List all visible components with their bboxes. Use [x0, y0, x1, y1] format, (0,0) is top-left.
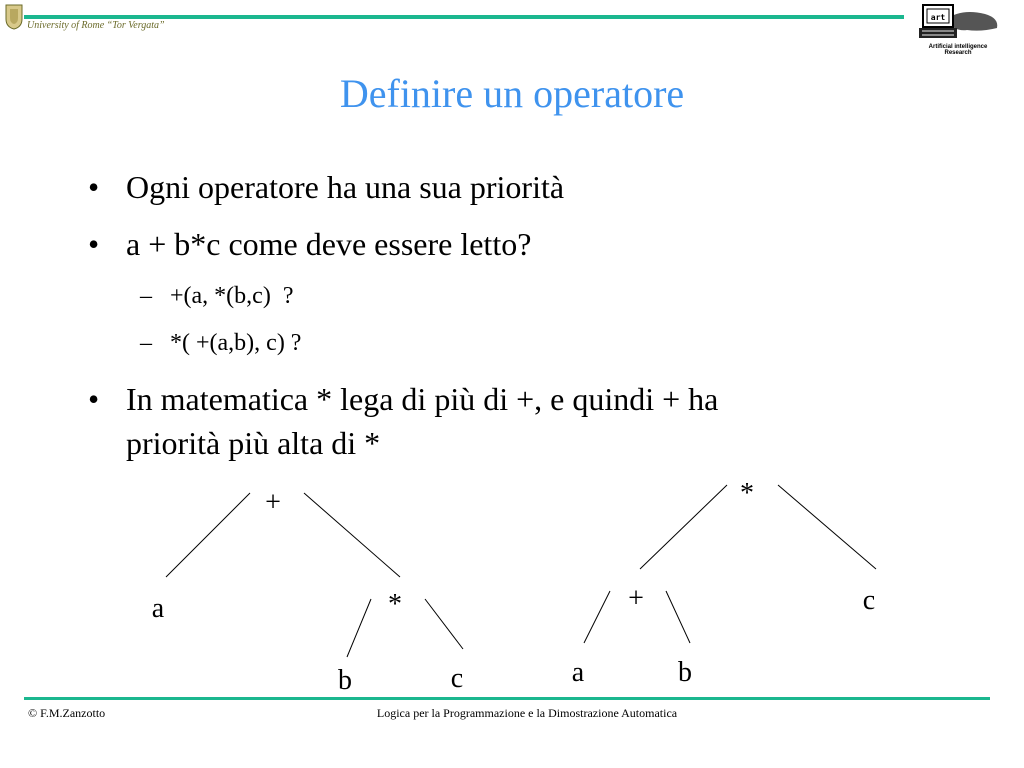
tree-node-root: +: [265, 487, 281, 518]
tree-edge: [640, 485, 727, 569]
art-group-caption: Artificial intelligence Research: [928, 44, 988, 56]
tree-leaf: c: [862, 585, 876, 616]
tree-node: *: [388, 589, 402, 620]
bullet-text: In matematica * lega di più di +, e quindi + ha: [126, 381, 719, 417]
tree-edge: [584, 591, 610, 643]
footer-author: © F.M.Zanzotto: [28, 706, 106, 720]
tree-leaf: b: [338, 665, 352, 696]
bullet-mark: •: [88, 381, 100, 417]
sub-bullet-mark: –: [140, 283, 152, 309]
tree-edge: [778, 485, 876, 569]
footer-course: Logica per la Programmazione e la Dimostrazione Automatica: [376, 706, 678, 720]
tree-leaf: c: [450, 663, 464, 694]
tree-node: +: [628, 583, 644, 614]
slide-title: Definire un operatore: [339, 71, 685, 116]
university-name: University of Rome “Tor Vergata”: [27, 20, 165, 31]
footer-rule: [24, 697, 990, 700]
bullet-mark: •: [88, 226, 100, 262]
bullet-text: Ogni operatore ha una sua priorità: [126, 169, 565, 205]
sub-bullet-text: +(a, *(b,c) ?: [170, 283, 294, 309]
bullet-text: priorità più alta di *: [126, 425, 381, 461]
sub-bullet-text: *( +(a,b), c) ?: [170, 330, 302, 356]
tree-node-root: *: [740, 478, 754, 509]
bullet-mark: •: [88, 169, 100, 205]
bullet-text: a + b*c come deve essere letto?: [126, 226, 532, 262]
tree-leaf: b: [678, 657, 692, 688]
art-logo-text: art: [930, 13, 946, 22]
tree-leaf: a: [151, 593, 165, 624]
tree-leaf: a: [571, 657, 585, 688]
tree-edge: [666, 591, 690, 643]
sub-bullet-mark: –: [140, 330, 152, 356]
